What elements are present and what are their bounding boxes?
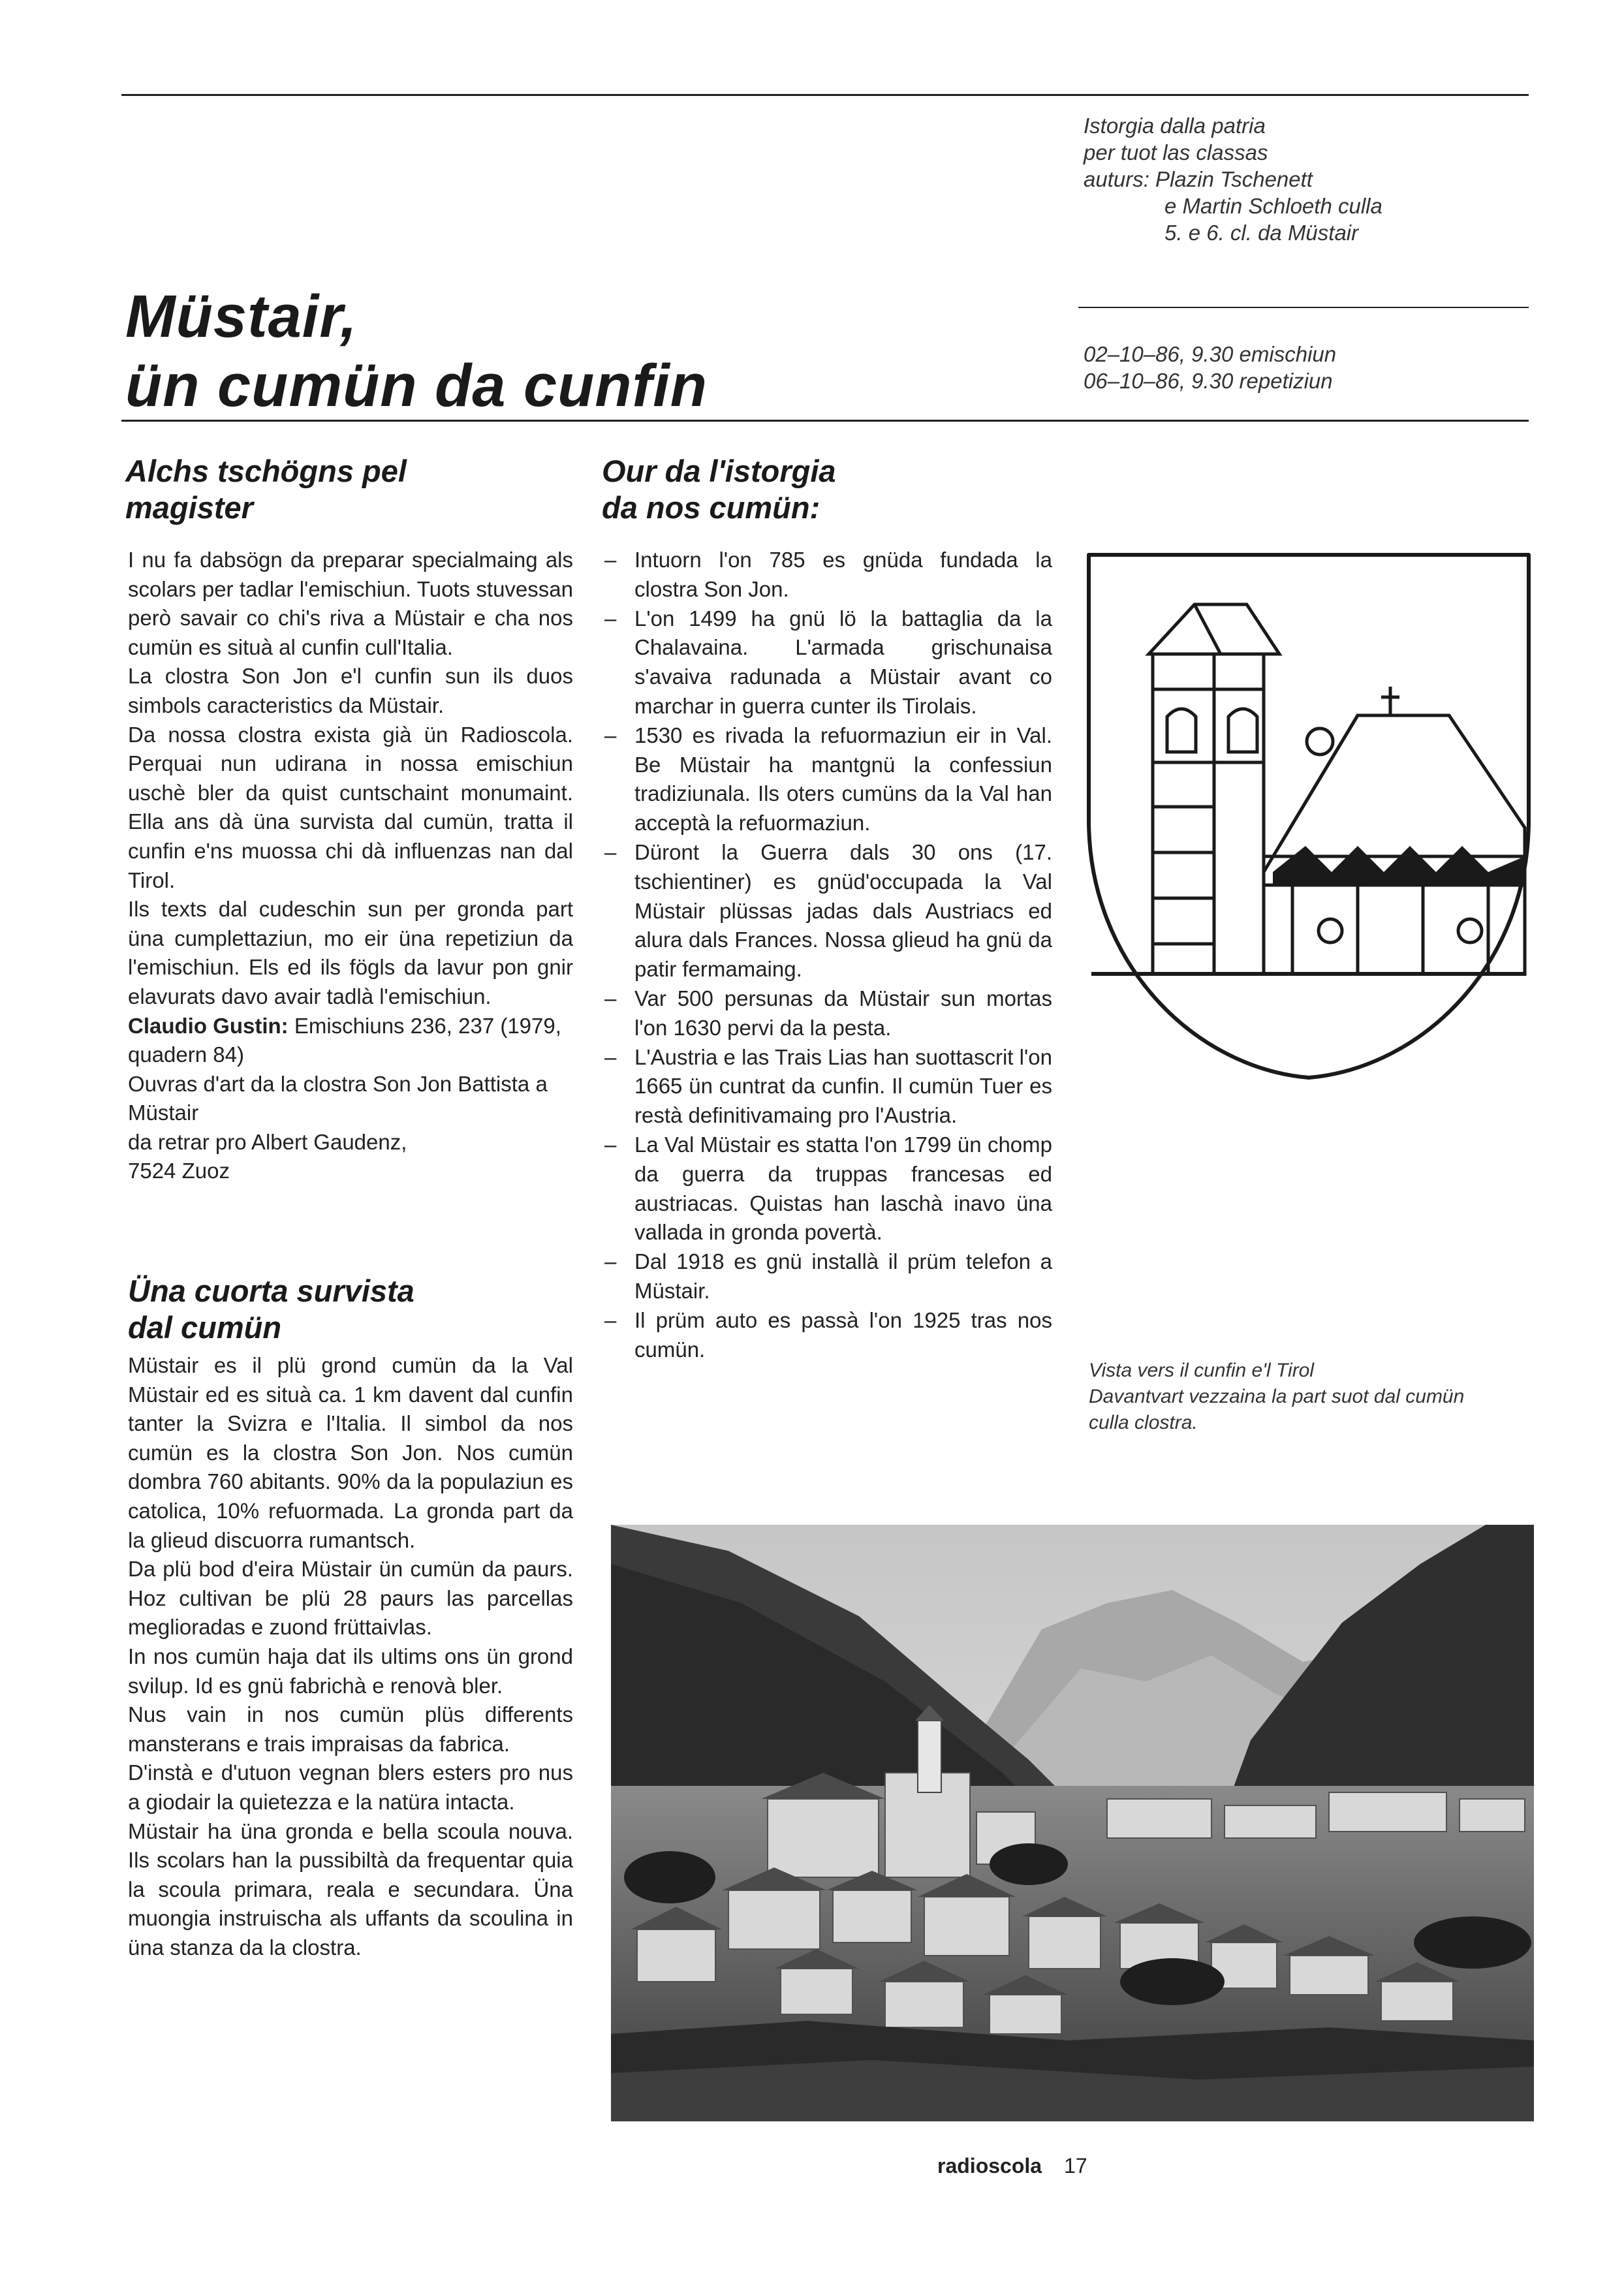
shield-outline xyxy=(1089,555,1529,1078)
photo-caption: Vista vers il cunfin e'l Tirol Davantvart vezzaina la part suot dal cumün culla clostra. xyxy=(1089,1360,1465,1433)
teacher-paragraph: I nu fa dabsögn da preparar specialmaing als scolars per tadlar l'emischiun. Tuots stuvessan però savair co chi's riva a Müstair e cha nos cumün es situà al cunfin cull'Italia. xyxy=(128,548,573,659)
teacher-paragraph: Da nossa clostra exista già ün Radioscola. Perquai nun udirana in nossa emischiun uschè bler da quist cuntschaint monumaint. Ella ans dà üna survista dal cumün, tratta il cunfin e'ns muossa chi dà influenzas nan dal Tirol. xyxy=(128,722,573,892)
top-rule xyxy=(121,94,1529,96)
overview-paragraph: Nus vain in nos cumün plüs differents mansterans e trais impraisas da fabrica. xyxy=(128,1702,573,1756)
teacher-paragraph: La clostra Son Jon e'l cunfin sun ils duos simbols caracteristics da Müstair. xyxy=(128,664,573,717)
overview-heading: Üna cuorta survista dal cumün xyxy=(128,1273,414,1345)
title-line-1: Müstair, xyxy=(125,283,358,350)
church-drawing xyxy=(1149,604,1525,974)
reference-entry: da retrar pro Albert Gaudenz, xyxy=(128,1129,407,1154)
history-item: – L'on 1499 ha gnü lö la battaglia da la Chalavaina. L'armada grischunaisa s'avaiva radunada a Müstair avant co marchar in guerra cunter ils Tirolais. xyxy=(604,604,1052,721)
landscape-illustration xyxy=(611,1525,1534,2121)
series-authors: auturs: Plazin Tschenett xyxy=(1084,167,1313,191)
history-item: – Düront la Guerra dals 30 ons (17. tschientiner) es gnüd'occupada la Val Müstair plüssas jadas dals Austriacs ed alura dals Frances. Nossa glieud ha gnü da patir fermamaing. xyxy=(604,838,1052,984)
rebroadcast-date: 06–10–86, 9.30 repetiziun xyxy=(1084,369,1333,393)
overview-paragraph: In nos cumün haja dat ils ultims ons ün grond svilup. Id es gnü fabrichà e renovà bler. xyxy=(128,1644,573,1698)
series-class: 5. e 6. cl. da Müstair xyxy=(1164,221,1359,245)
page-footer xyxy=(937,2154,1087,2178)
teacher-tips-heading: Alchs tschögns pel magister xyxy=(125,454,407,525)
broadcast-date: 02–10–86, 9.30 emischiun xyxy=(1084,342,1337,366)
overview-paragraph: Da plü bod d'eira Müstair ün cumün da paurs. Hoz cultivan be plü 28 paurs las parcellas meglioradas e zuond früttaivlas. xyxy=(128,1557,573,1640)
coat-of-arms-image xyxy=(1084,546,1534,1094)
history-item: – Var 500 persunas da Müstair sun mortas l'on 1630 pervi da la pesta. xyxy=(604,984,1052,1043)
overview-paragraph: Müstair ha üna gronda e bella scoula nouva. Ils scolars han la pussibiltà da frequentar quia la scoula primara, reala e secundara. Üna muongia instruischa als uffants da scoulina in üna stanza da la clostra. xyxy=(128,1819,573,1959)
history-item: – Il prüm auto es passà l'on 1925 tras nos cumün. xyxy=(604,1306,1052,1365)
reference-entry: Ouvras d'art da la clostra Son Jon Battista a Müstair xyxy=(128,1071,548,1125)
magazine-name: radioscola xyxy=(937,2154,1042,2178)
reference-title: Emischiuns 236, 237 (1979, quadern 84) xyxy=(128,1013,561,1067)
series-authors-cont: e Martin Schloeth culla xyxy=(1164,194,1382,218)
title-line-2: ün cumün da cunfin xyxy=(125,352,708,419)
overview-paragraph: Müstair es il plü grond cumün da la Val Müstair ed es situà ca. 1 km davent dal cunfin tanter la Svizra e l'Italia. Il simbol da nos cumün es la clostra Son Jon. Nos cumün dombra 760 abitants. 90% da la populaziun es catolica, 10% refuormada. La gronda part da la glieud discuorra rumantsch. xyxy=(128,1353,573,1552)
series-audience: per tuot las classas xyxy=(1084,140,1268,164)
teacher-paragraph: Ils texts dal cudeschin sun per gronda part üna cumplettaziun, mo eir üna repetiziun da l'emischiun. Els ed ils fögls da lavur pon gnir elavurats davo avair tadlà l'emischiun. xyxy=(128,897,573,1008)
broadcast-dates xyxy=(1084,341,1336,394)
reference-entry: 7524 Zuoz xyxy=(128,1159,230,1183)
history-list xyxy=(604,546,1052,1364)
history-heading: Our da l'istorgia da nos cumün: xyxy=(602,454,836,525)
series-info xyxy=(1084,112,1382,246)
overview-text xyxy=(128,1351,573,1962)
reference-entry xyxy=(128,1012,573,1070)
history-item: – 1530 es rivada la refuormaziun eir in Val. Be Müstair ha mantgnü la confessiun tradiziunala. Ils oters cumüns da la Val han acceptà la refuormaziun. xyxy=(604,721,1052,838)
roof-band xyxy=(1273,846,1525,885)
history-item: – Dal 1918 es gnü installà il prüm telefon a Müstair. xyxy=(604,1247,1052,1306)
reference-author: Claudio Gustin: xyxy=(128,1013,289,1038)
teacher-tips-text xyxy=(128,546,573,1186)
history-item: – La Val Müstair es statta l'on 1799 ün chomp da guerra da truppas francesas ed austriacas. Quistas han laschà inavo üna vallada in gronda povertà. xyxy=(604,1131,1052,1247)
history-item: – L'Austria e las Trais Lias han suottascrit l'on 1665 ün cuntrat da cunfin. Il cumün Tuer es restà definitivamaing pro l'Austria. xyxy=(604,1043,1052,1131)
meta-rule xyxy=(1078,307,1529,308)
page-number: 17 xyxy=(1064,2154,1087,2178)
village-landscape-photo xyxy=(611,1525,1534,2121)
series-title: Istorgia dalla patria xyxy=(1084,114,1266,138)
overview-paragraph: D'instà e d'utuon vegnan blers esters pro nus a giodair la quietezza e la natüra intacta. xyxy=(128,1760,573,1814)
page-title xyxy=(125,282,708,420)
history-item: – Intuorn l'on 785 es gnüda fundada la clostra Son Jon. xyxy=(604,546,1052,604)
